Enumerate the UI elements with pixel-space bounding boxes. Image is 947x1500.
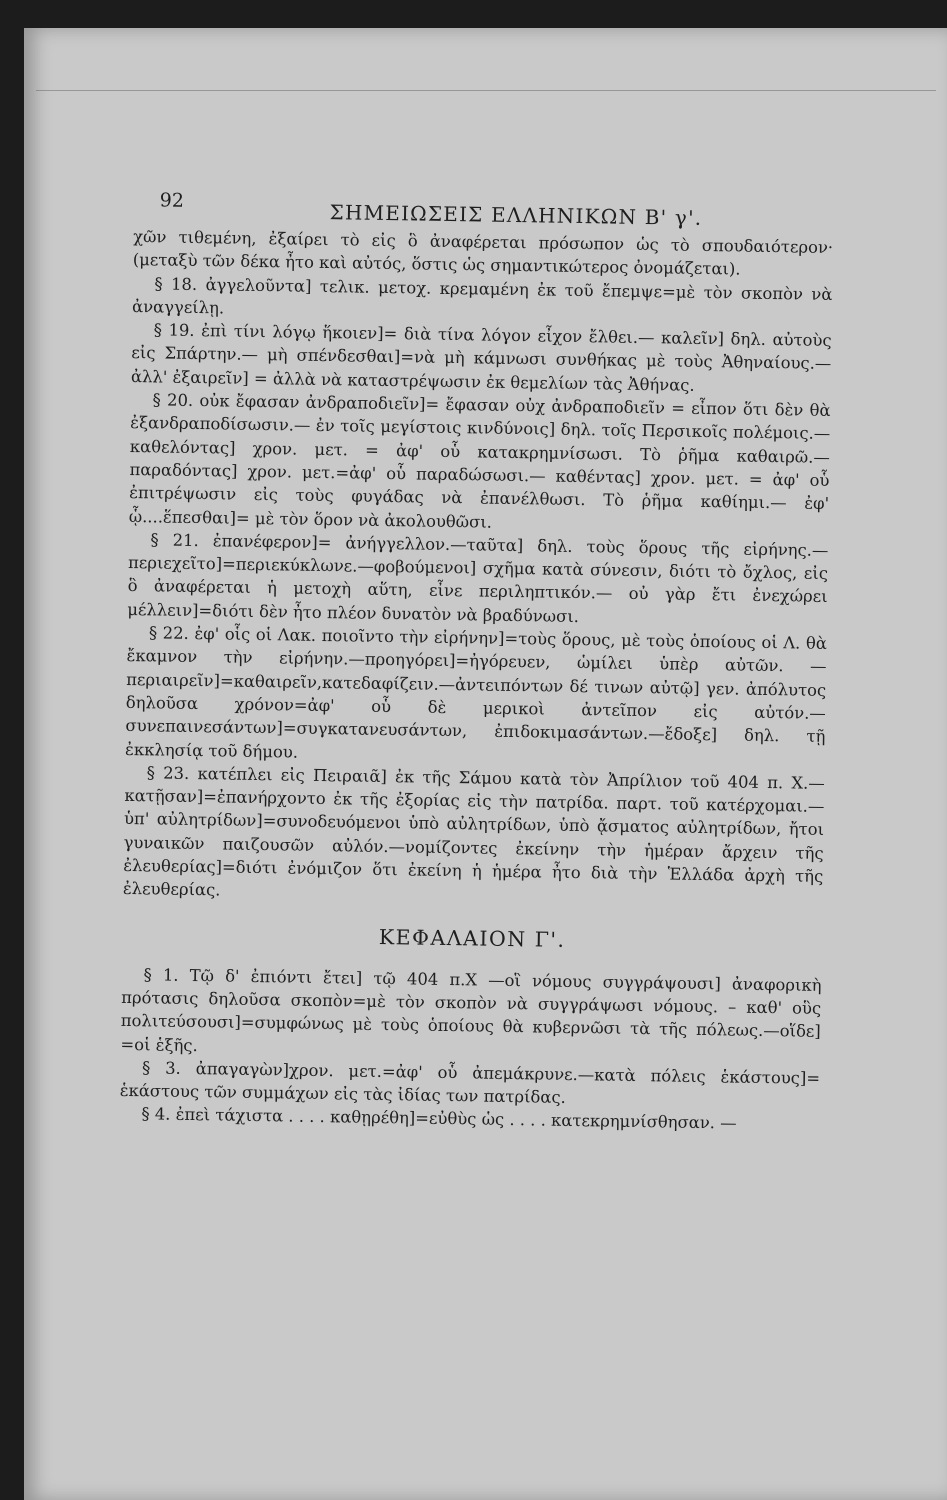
- page-text-block: [119, 185, 834, 1137]
- paragraph-section-19: § 19. ἐπὶ τίνι λόγῳ ἥκοιεν]= διὰ τίνα λόγον εἶχον ἔλθει.— καλεῖν] δηλ. αὐτοὺς εἰς Σπάρτην.— μὴ σπένδεσθαι]=νὰ μὴ κάμνωσι συνθήκας μὲ τοὺς Ἀθηναίους.— ἀλλ' ἐξαιρεῖν] = ἀλλὰ νὰ καταστρέψωσιν ἐκ θεμελίων τὰς Ἀθήνας.: [130, 320, 832, 395]
- paragraph-section-22: § 22. ἐφ' οἷς οἱ Λακ. ποιοῖντο τὴν εἰρήνην]=τοὺς ὅρους, μὲ τοὺς ὁποίους οἱ Λ. θὰ ἔκαμνον τὴν εἰρήνην.—προηγόρει]=ἠγόρευεν, ὡμίλει ὑπὲρ αὐτῶν. —περιαιρεῖν]=καθαιρεῖν,κατεδαφίζειν.—ἀντειπόντων δέ τινων αὐτῷ] γεν. ἀπόλυτος δηλοῦσα χρόνον=ἀφ' οὗ δὲ μερικοὶ ἀντεῖπον εἰς αὐτόν.—συνεπαινεσάντων]=συγκατανευσάντων, ἐπιδοκιμασάντων.—ἔδοξε] δηλ. τῇ ἐκκλησίᾳ τοῦ δήμου.: [124, 623, 828, 762]
- paragraph-chapter-section-1: § 1. Τῷ δ' ἐπιόντι ἔτει] τῷ 404 π.Χ —οἳ νόμους συγγράψουσι] ἀναφορικὴ πρότασις δηλοῦσα σκοπὸν=μὲ τὸν σκοπὸν νὰ συγγράψωσι νόμους. – καθ' οὓς πολιτεύσουσι]=συμφώνως μὲ τοὺς ὁποίους θὰ κυβερνῶσι τὰ τῆς πόλεως.—οἵδε] =οἱ ἑξῆς.: [120, 964, 822, 1055]
- paragraph-chapter-section-3: § 3. ἀπαγαγὼν]χρον. μετ.=ἀφ' οὗ ἀπεμάκρυνε.—κατὰ πόλεις ἑκάστους]= ἑκάστους τῶν συμμάχων εἰς τὰς ἰδίας των πατρίδας.: [119, 1058, 821, 1107]
- paragraph-section-20: § 20. οὐκ ἔφασαν ἀνδραποδιεῖν]= ἔφασαν οὐχ ἀνδραποδιεῖν = εἶπον ὅτι δὲν θὰ ἐξανδραποδίσωσιν.— ἐν τοῖς μεγίστοις κινδύνοις] δηλ. τοῖς Περσικοῖς πολέμοις.— καθελόντας] χρον. μετ. = ἀφ' οὗ κατακρημνίσωσι. Τὸ ῥῆμα καθαιρῶ.— παραδόντας] χρον. μετ.=ἀφ' οὗ παραδώσωσι.— καθέντας] χρον. μετ. = ἀφ' οὗ ἐπιτρέψωσιν εἰς τοὺς φυγάδας νὰ ἐπανέλθωσι. Τὸ ῥῆμα καθίημι.— ἐφ' ᾧ....ἕπεσθαι]= μὲ τὸν ὅρον νὰ ἀκολουθῶσι.: [128, 390, 831, 532]
- paragraph-chapter-section-4: § 4. ἐπεὶ τάχιστα . . . . καθῃρέθη]=εὐθὺς ὡς . . . . κατεκρημνίσθησαν. —: [141, 1104, 737, 1133]
- page-fold-line: [36, 90, 936, 91]
- running-title: ΣΗΜΕΙΩΣΕΙΣ ΕΛΛΗΝΙΚΩΝ Β' γ'.: [329, 200, 703, 230]
- paragraph-section-23: § 23. κατέπλει εἰς Πειραιᾶ] ἐκ τῆς Σάμου κατὰ τὸν Ἀπρίλιον τοῦ 404 π. Χ.—κατῇσαν]=ἐπανήρχοντο ἐκ τῆς ἐξορίας εἰς τὴν πατρίδα. παρτ. τοῦ κατέρχομαι.—ὑπ' αὐλητρίδων]=συνοδευόμενοι ὑπὸ αὐλητρίδων, ὑπὸ ᾄσματος αὐλητρίδων, ἤτοι γυναικῶν παιζουσῶν αὐλόν.—νομίζοντες ἐκείνην τὴν ἡμέραν ἄρχειν τῆς ἐλευθερίας]=διότι ἐνόμιζον ὅτι ἐκείνη ἡ ἡμέρα ἦτο διὰ τὴν Ἑλλάδα ἀρχὴ τῆς ἐλευθερίας.: [122, 763, 825, 900]
- paragraph-section-18: § 18. ἀγγελοῦντα] τελικ. μετοχ. κρεμαμένη ἐκ τοῦ ἔπεμψε=μὲ τὸν σκοπὸν νὰ ἀναγγείλῃ.: [131, 273, 833, 318]
- page-number: 92: [159, 189, 185, 212]
- chapter-heading: ΚΕΦΑΛΑΙΟΝ Γ'.: [378, 924, 566, 952]
- paragraph-continuation: χῶν τιθεμένη, ἐξαίρει τὸ εἰς ὃ ἀναφέρεται πρόσωπον ὡς τὸ σπουδαιότερον· (μεταξὺ τῶν δέκα ἦτο καὶ αὐτός, ὅστις ὡς σημαντικώτερος ὀνομάζεται).: [132, 226, 834, 279]
- paragraph-section-21: § 21. ἐπανέφερον]= ἀνήγγελλον.—ταῦτα] δηλ. τοὺς ὅρους τῆς εἰρήνης.— περιεχεῖτο]=περιεκύκλωνε.—φοβούμενοι] σχῆμα κατὰ σύνεσιν, διότι τὸ ὄχλος, εἰς ὃ ἀναφέρεται ἡ μετοχὴ αὕτη, εἶνε περιληπτικόν.— οὐ γὰρ ἔτι ἐνεχώρει μέλλειν]=διότι δὲν ἦτο πλέον δυνατὸν νὰ βραδύνωσι.: [127, 530, 829, 626]
